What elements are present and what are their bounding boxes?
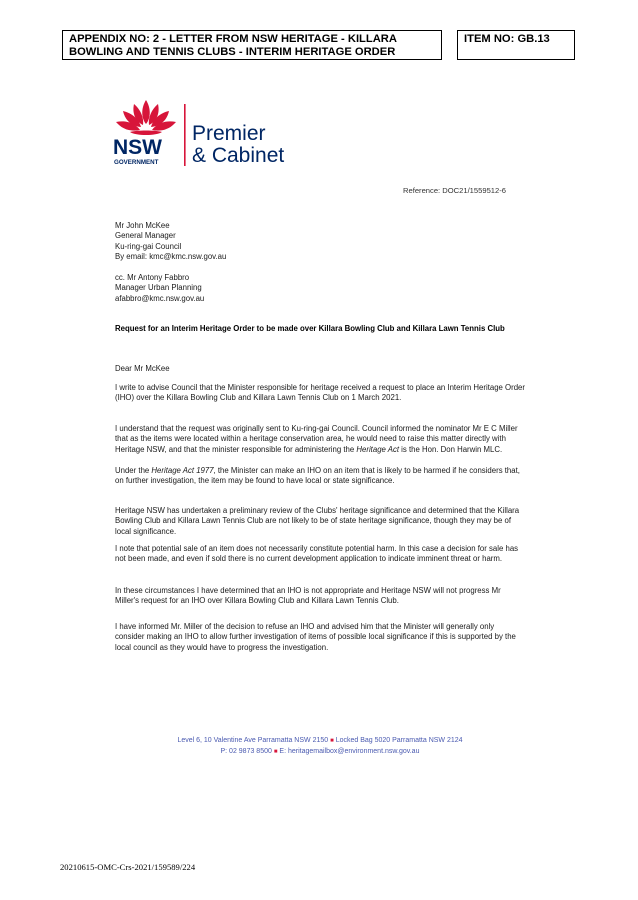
paragraph-2	[115, 424, 525, 455]
footer-separator-icon: ■	[273, 748, 278, 755]
footer-separator-icon: ■	[330, 738, 334, 744]
paragraph-3-italic: Heritage Act 1977	[151, 466, 214, 475]
paragraph-4-text: Heritage NSW has undertaken a preliminary review of the Clubs' heritage significance and determined that the Killara Bowling Club and Killara Lawn Tennis Club are not likely to be of state heritage significance, though they may be of local significance.	[115, 506, 520, 536]
document-id: 20210615-OMC-Crs-2021/159589/224	[60, 862, 196, 872]
letter-footer	[120, 736, 520, 757]
cc-email: afabbro@kmc.nsw.gov.au	[115, 293, 205, 303]
cc-name: cc. Mr Antony Fabbro	[115, 273, 190, 282]
recipient-org: Ku-ring-gai Council	[115, 241, 182, 251]
footer-line-1	[120, 736, 520, 747]
letter-subject: Request for an Interim Heritage Order to be made over Killara Bowling Club and Killara Lawn Tennis Club	[115, 324, 505, 333]
paragraph-2-text	[115, 424, 525, 455]
paragraph-7-text: I have informed Mr. Miller of the decision to refuse an IHO and advised him that the Minister will generally only consider making an IHO to allow further investigation of items of possible local significance if this is supported by the local council as they would have to progress the investigation.	[115, 622, 516, 652]
footer-email: E: heritagemailbox@environment.nsw.gov.au	[279, 747, 420, 755]
footer-phone: P: 02 9873 8500	[220, 747, 272, 755]
paragraph-2-italic: Heritage Act	[356, 444, 400, 454]
paragraph-3	[115, 466, 525, 487]
recipient-address	[115, 221, 525, 263]
paragraph-3-part-b: , the Minister can make an IHO on an item that is likely to be harmed if he considers that, on further investigation, the item may be found to have local or state significance.	[115, 466, 520, 486]
item-number-box	[457, 30, 575, 60]
paragraph-6-text: In these circumstances I have determined that an IHO is not appropriate and Heritage NSW will not progress Mr Miller's request for an IHO over Killara Bowling Club and Killara Lawn Tennis Club.	[115, 586, 501, 606]
paragraph-1	[115, 383, 525, 404]
logo-nsw-text: NSW	[113, 136, 162, 159]
salutation: Dear Mr McKee	[115, 364, 170, 373]
paragraph-6	[115, 586, 525, 607]
paragraph-3-part-a: Under the	[115, 466, 152, 475]
footer-postal: Locked Bag 5020 Parramatta NSW 2124	[335, 737, 463, 744]
cc-address	[115, 273, 525, 304]
footer-address: Level 6, 10 Valentine Ave Parramatta NSW 2150	[177, 737, 329, 744]
paragraph-7	[115, 622, 525, 653]
reference-number: Reference: DOC21/1559512-6	[403, 186, 507, 195]
nsw-government-logo	[112, 96, 312, 168]
logo-cabinet-text: & Cabinet	[192, 144, 285, 167]
recipient-name: Mr John McKee	[115, 221, 170, 230]
paragraph-2-part-a: I understand that the request was originally sent to Ku-ring-gai Council. Council informed the nominator Mr E C Miller that as the items were located within a heritage conservation area, he would need to raise this matter directly with Heritage NSW, and that the minister responsible for administering the	[115, 424, 518, 454]
paragraph-3-text	[115, 466, 525, 487]
paragraph-5	[115, 544, 525, 565]
waratah-icon	[112, 96, 312, 168]
item-number: ITEM NO: GB.13	[464, 33, 550, 45]
appendix-title: APPENDIX NO: 2 - LETTER FROM NSW HERITAGE - KILLARA BOWLING AND TENNIS CLUBS - INTERIM HERITAGE ORDER	[69, 33, 397, 58]
recipient-email: By email: kmc@kmc.nsw.gov.au	[115, 252, 227, 262]
paragraph-1-text: I write to advise Council that the Minister responsible for heritage received a request to place an Interim Heritage Order (IHO) over the Killara Bowling Club and Killara Lawn Tennis Club on 1 March 2021.	[115, 383, 525, 403]
logo-premier-text: Premier	[192, 122, 266, 145]
paragraph-4	[115, 506, 525, 537]
cc-title: Manager Urban Planning	[115, 283, 202, 293]
appendix-title-box	[62, 30, 442, 60]
footer-line-2	[120, 747, 520, 758]
recipient-title: General Manager	[115, 231, 176, 241]
logo-government-text: GOVERNMENT	[114, 159, 159, 166]
paragraph-2-part-b: is the Hon. Don Harwin MLC.	[399, 444, 503, 454]
paragraph-5-text: I note that potential sale of an item does not necessarily constitute potential harm. In this case a decision for sale has not been made, and even if sold there is no current development application to indicate imminent threat or harm.	[115, 544, 519, 564]
